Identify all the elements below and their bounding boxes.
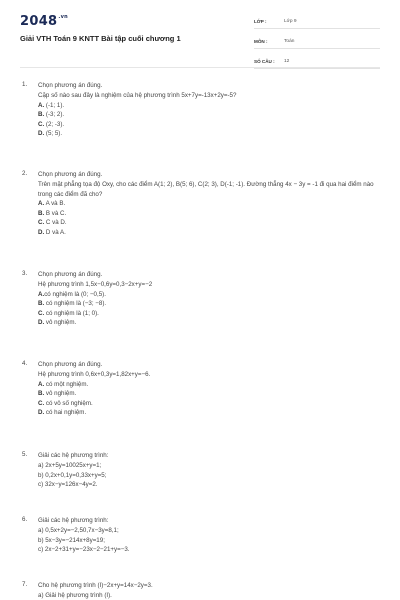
header <box>0 0 400 70</box>
question-instruction: Chọn phương án đúng. <box>38 361 103 368</box>
question-number: 1. <box>22 81 28 88</box>
question-text: Cặp số nào sau đây là nghiệm của hệ phương trình 5x+7y=-13x+2y=-5? <box>38 92 237 99</box>
question-body <box>38 360 378 418</box>
option-a[interactable] <box>38 290 378 300</box>
question-body <box>38 270 378 328</box>
question-number: 2. <box>22 170 28 177</box>
question-body <box>38 516 378 555</box>
option-key: B. <box>38 390 45 397</box>
option-key: D. <box>38 130 45 137</box>
brand-logo[interactable] <box>20 14 68 29</box>
sub-item-a <box>38 526 378 536</box>
question-number: 6. <box>22 516 28 523</box>
sub-item-text: c) 2x−2+31+y=−23x−2−21+y=−3. <box>38 546 130 553</box>
option-a[interactable] <box>38 380 378 390</box>
option-key: A. <box>38 101 45 109</box>
option-text: C và D. <box>45 219 67 226</box>
option-text: vô nghiệm. <box>45 390 77 397</box>
meta-label: SỐ CÂU : <box>254 58 275 64</box>
option-d[interactable] <box>38 318 378 328</box>
meta-label: LỚP : <box>254 18 267 24</box>
sub-item-a <box>38 461 378 471</box>
option-key: A. <box>38 200 45 207</box>
sub-item-b <box>38 536 378 546</box>
option-b[interactable] <box>38 299 378 309</box>
option-b[interactable] <box>38 389 378 399</box>
option-key: A. <box>38 290 45 298</box>
question-instruction: Cho hệ phương trình (I)−2x+y=14x−2y=3. <box>38 582 153 589</box>
meta-value: Lớp 9 <box>284 18 297 24</box>
question-instruction: Chọn phương án đúng. <box>38 271 103 278</box>
option-c[interactable] <box>38 218 378 228</box>
sub-item-text: b) 0,2x+0,1y=0,33x+y=5; <box>38 471 107 479</box>
option-key: D. <box>38 228 45 236</box>
sub-item-b <box>38 471 378 481</box>
question-number: 4. <box>22 360 28 367</box>
brand-name: 2048 <box>20 14 58 29</box>
option-key: C. <box>38 219 45 226</box>
option-d[interactable] <box>38 228 378 238</box>
question-body <box>38 581 378 600</box>
question-instruction: Giải các hệ phương trình: <box>38 517 109 524</box>
meta-row-subject <box>254 34 380 49</box>
option-key: B. <box>38 111 45 118</box>
header-divider <box>20 67 380 68</box>
option-text: có hai nghiệm. <box>45 409 87 416</box>
option-text: B và C. <box>45 209 67 217</box>
option-d[interactable] <box>38 408 378 418</box>
meta-value: Toán <box>284 38 295 44</box>
option-key: B. <box>38 300 45 307</box>
sub-item-text: a) 2x+5y=10025x+y=1; <box>38 462 102 469</box>
option-text: có nghiệm là (0; −0,5). <box>44 290 106 298</box>
question-text: Trên mặt phẳng tọa độ Oxy, cho các điểm A(1; 2), B(5; 6), C(2; 3), D(-1; -1). Đường thẳng 4x − 3y = -1 đi qua hai điểm nào trong các điểm đã cho? <box>38 181 374 198</box>
meta-panel <box>254 14 380 74</box>
question-body <box>38 451 378 490</box>
question-number: 5. <box>22 451 28 458</box>
option-text: có vô số nghiệm. <box>45 399 93 407</box>
option-text: có nghiệm là (1; 0). <box>45 309 99 317</box>
option-a[interactable] <box>38 101 378 111</box>
document-title: Giải VTH Toán 9 KNTT Bài tập cuối chương 1 <box>20 34 181 43</box>
option-text: (2; -3). <box>45 120 65 128</box>
option-text: có một nghiệm. <box>45 380 89 388</box>
option-c[interactable] <box>38 399 378 409</box>
question-instruction: Giải các hệ phương trình: <box>38 452 109 459</box>
brand-suffix: .vn <box>58 14 69 20</box>
sub-item-text: a) Giải hệ phương trình (I). <box>38 592 112 599</box>
option-key: C. <box>38 399 45 407</box>
sub-item-text: a) 0,5x+2y=−2,50,7x−3y=8,1; <box>38 527 119 534</box>
meta-row-grade <box>254 14 380 29</box>
option-c[interactable] <box>38 120 378 130</box>
option-text: có nghiệm là (−3; −8). <box>45 300 107 307</box>
sub-item-text: c) 32x−y=126x−4y=2. <box>38 481 98 488</box>
option-text: D và A. <box>45 228 66 236</box>
question-text: Hệ phương trình 0,6x+0,3y=1,82x+y=−6. <box>38 371 151 378</box>
option-key: B. <box>38 209 45 217</box>
option-b[interactable] <box>38 110 378 120</box>
question-body <box>38 170 378 237</box>
option-c[interactable] <box>38 309 378 319</box>
question-text: Hệ phương trình 1,5x−0,6y=0,3−2x+y=−2 <box>38 281 153 288</box>
meta-label: MÔN : <box>254 38 268 44</box>
option-key: C. <box>38 120 45 128</box>
question-body <box>38 81 378 139</box>
option-key: A. <box>38 380 45 388</box>
option-text: vô nghiệm. <box>45 319 77 326</box>
question-instruction: Chọn phương án đúng. <box>38 82 103 89</box>
question-number: 7. <box>22 581 28 588</box>
option-b[interactable] <box>38 209 378 219</box>
meta-value: 12 <box>284 58 290 64</box>
question-number: 3. <box>22 270 28 277</box>
option-text: (-1; 1). <box>45 101 65 109</box>
sub-item-a <box>38 591 378 600</box>
option-key: C. <box>38 309 45 317</box>
sub-item-c <box>38 480 378 490</box>
option-a[interactable] <box>38 199 378 209</box>
option-text: (-3; 2). <box>45 111 65 118</box>
option-key: D. <box>38 319 45 326</box>
option-key: D. <box>38 409 45 416</box>
question-instruction: Chọn phương án đúng. <box>38 171 103 178</box>
option-d[interactable] <box>38 129 378 139</box>
sub-item-text: b) 5x−3y=−214x+8y=19; <box>38 536 105 544</box>
option-text: A và B. <box>45 200 66 207</box>
sub-item-c <box>38 545 378 555</box>
option-text: (5; 5). <box>45 130 63 137</box>
